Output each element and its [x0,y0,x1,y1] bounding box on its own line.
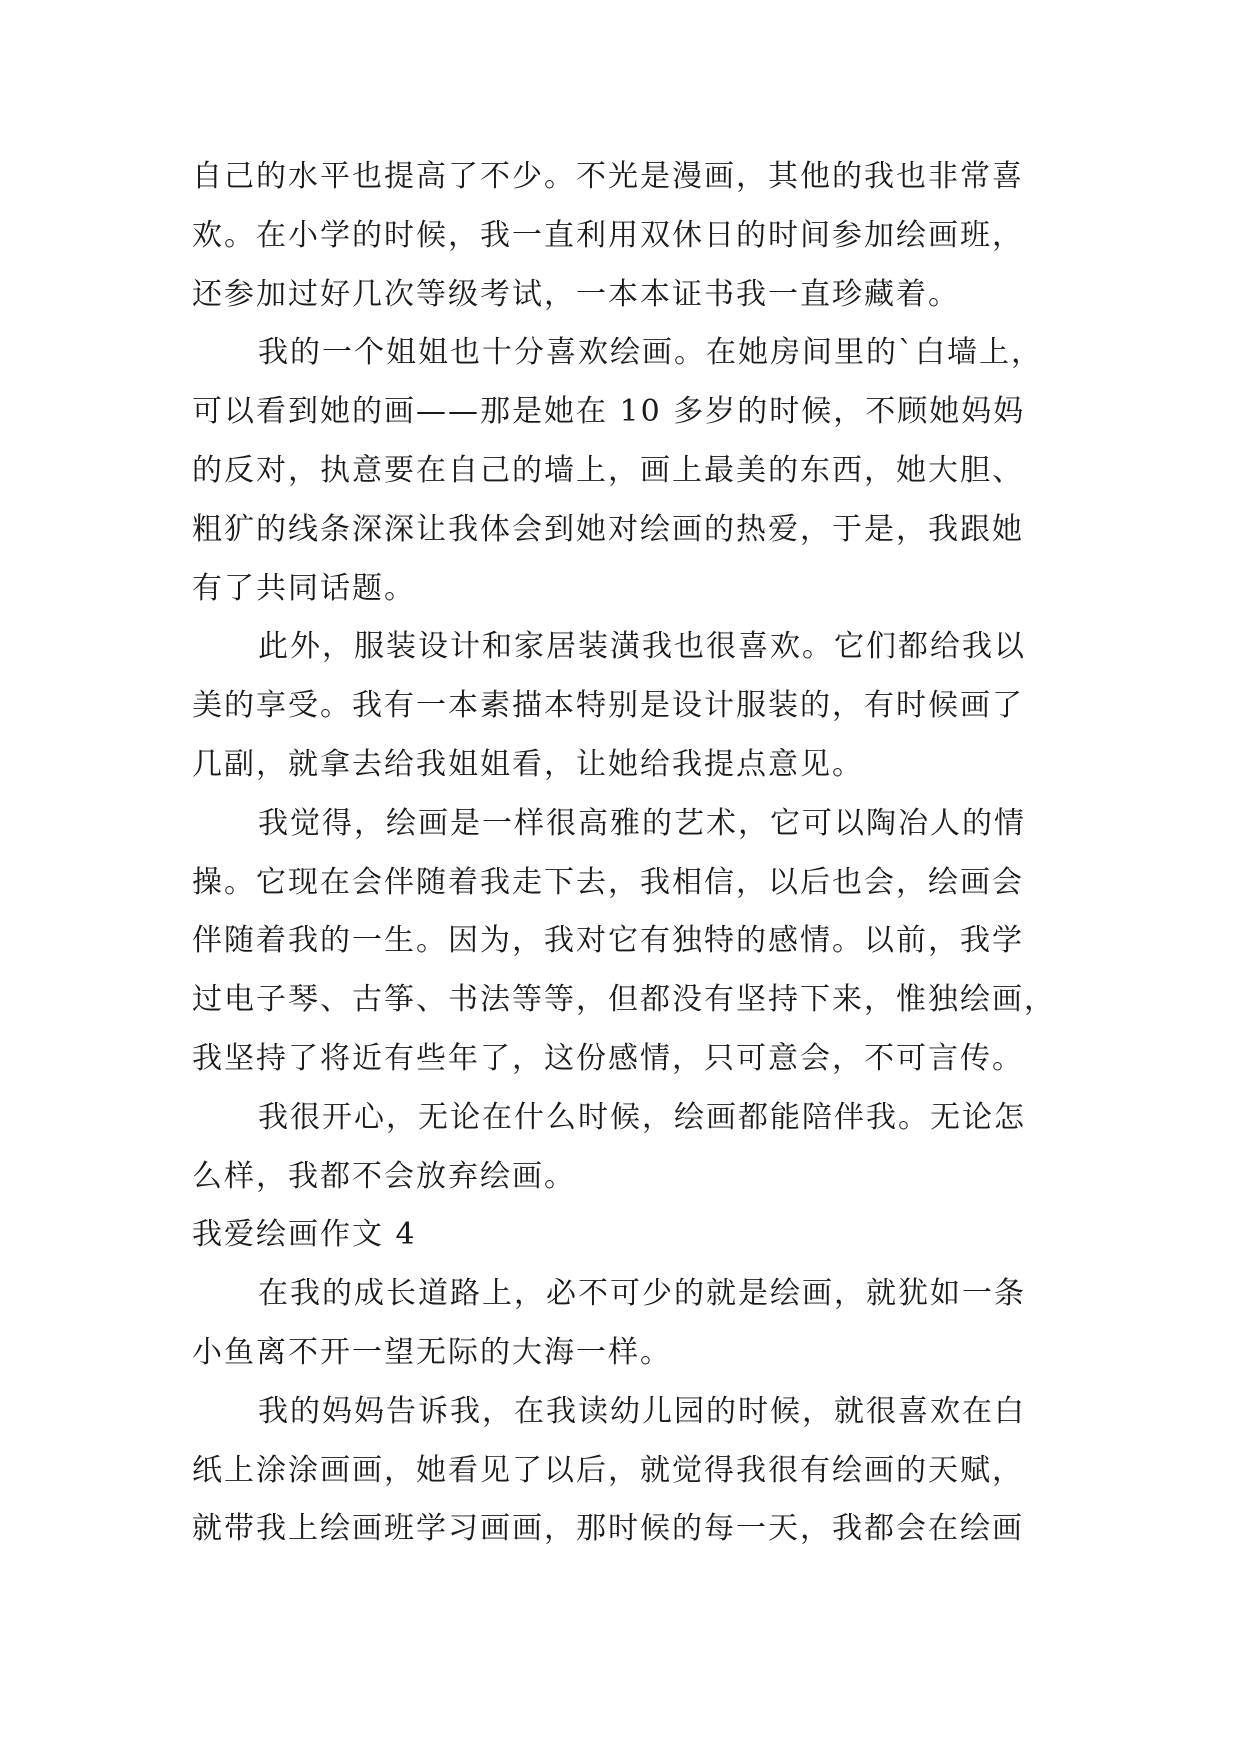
text-line: 粗犷的线条深深让我体会到她对绘画的热爱，于是，我跟她 [192,511,1024,547]
text-line: 么样，我都不会放弃绘画。 [192,1158,576,1194]
paragraph [192,795,1072,1089]
text-line: 伴随着我的一生。因为，我对它有独特的感情。以前，我学 [192,923,1024,959]
text-line: 我很开心，无论在什么时候，绘画都能陪伴我。无论怎 [258,1099,1026,1135]
text-line: 有了共同话题。 [192,570,416,606]
text-line: 我的一个姐姐也十分喜欢绘画。在她房间里的`白墙上， [258,335,1043,371]
paragraph [192,148,1072,324]
paragraph [192,1265,1072,1383]
text-line: 可以看到她的画——那是她在 10 多岁的时候，不顾她妈妈 [192,394,1026,430]
text-line: 我觉得，绘画是一样很高雅的艺术，它可以陶冶人的情 [258,805,1026,841]
text-line: 在我的成长道路上，必不可少的就是绘画，就犹如一条 [258,1276,1026,1312]
text-line: 过电子琴、古筝、书法等等，但都没有坚持下来，惟独绘画， [192,982,1056,1018]
text-line: 我的妈妈告诉我，在我读幼儿园的时候，就很喜欢在白 [258,1393,1026,1429]
text-line: 欢。在小学的时候，我一直利用双休日的时间参加绘画班， [192,217,1024,253]
paragraph [192,1383,1072,1559]
text-line: 自己的水平也提高了不少。不光是漫画，其他的我也非常喜 [192,159,1024,194]
text-line: 操。它现在会伴随着我走下去，我相信，以后也会，绘画会 [192,864,1024,900]
text-line: 此外，服装设计和家居装潢我也很喜欢。它们都给我以 [258,629,1026,665]
text-line: 还参加过好几次等级考试，一本本证书我一直珍藏着。 [192,276,960,312]
document-body [192,148,1072,1559]
text-line: 纸上涂涂画画，她看见了以后，就觉得我很有绘画的天赋， [192,1452,1024,1488]
text-line: 就带我上绘画班学习画画，那时候的每一天，我都会在绘画 [192,1511,1024,1547]
text-line: 的反对，执意要在自己的墙上，画上最美的东西，她大胆、 [192,452,1024,488]
text-line: 几副，就拿去给我姐姐看，让她给我提点意见。 [192,746,864,782]
paragraph [192,324,1072,618]
paragraph [192,618,1072,794]
text-line: 美的享受。我有一本素描本特别是设计服装的，有时候画了 [192,688,1024,724]
section-heading: 我爱绘画作文 4 [192,1217,417,1253]
text-line: 我坚持了将近有些年了，这份感情，只可意会，不可言传。 [192,1040,1024,1076]
text-line: 小鱼离不开一望无际的大海一样。 [192,1334,672,1370]
paragraph [192,1089,1072,1207]
